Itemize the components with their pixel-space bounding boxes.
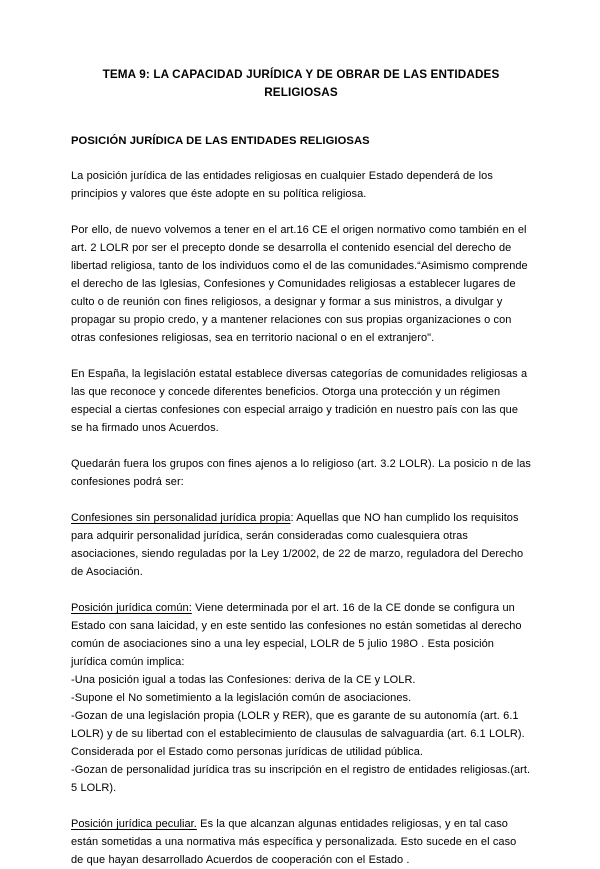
paragraph-4: Quedarán fuera los grupos con fines ajenos a lo religioso (art. 3.2 LOLR). La posicio n de las confesiones podrá ser: <box>71 458 531 488</box>
paragraph-2: Por ello, de nuevo volvemos a tener en el art.16 CE el origen normativo como también en el art. 2 LOLR por ser el precepto donde se desarrolla el contenido esencial del derecho de libertad religiosa, tanto de los individuos como el de las comunidades.“Asimismo comprende el derecho de las Iglesias, Confesiones y Comunidades religiosas a establecer lugares de culto o de reunión con fines religiosos, a designar y formar a sus ministros, a divulgar y propagar su propio credo, y a mantener relaciones con sus propias organizaciones o con otras confesiones religiosas, sea en territorio nacional o en el extranjero". <box>71 224 528 344</box>
paragraph-posicion-juridica-peculiar <box>71 815 531 869</box>
lead-label-posicion-juridica-peculiar: Posición jurídica peculiar. <box>71 818 197 830</box>
lead-label-confesiones-sin-personalidad: Confesiones sin personalidad jurídica propia <box>71 512 291 524</box>
bullet-item: -Gozan de personalidad jurídica tras su inscripción en el registro de entidades religiosas.(art. 5 LOLR). <box>71 764 531 794</box>
document-title: TEMA 9: LA CAPACIDAD JURÍDICA Y DE OBRAR DE LAS ENTIDADES RELIGIOSAS <box>102 68 500 99</box>
paragraph-confesiones-sin-personalidad <box>71 509 531 581</box>
bullet-item: -Una posición igual a todas las Confesiones: deriva de la CE y LOLR. <box>71 674 416 686</box>
section-heading: POSICIÓN JURÍDICA DE LAS ENTIDADES RELIGIOSAS <box>71 135 370 147</box>
bullet-item: -Supone el No sometimiento a la legislación común de asociaciones. <box>71 692 412 704</box>
paragraph-body: Viene determinada por el art. 16 de la CE donde se configura un Estado con sana laicidad, y en este sentido las confesiones no están sometidas al derecho común de asociaciones sino a una ley especial, LOLR de 5 julio 198O . Esta posición jurídica común implica: <box>71 602 522 668</box>
paragraph-3: En España, la legislación estatal establece diversas categorías de comunidades religiosas a las que reconoce y concede diferentes beneficios. Otorga una protección y un régimen especial a ciertas confesiones con especial arraigo y tradición en nuestro país con las que se ha firmado unos Acuerdos. <box>71 368 528 434</box>
paragraph-posicion-juridica-comun <box>71 599 531 797</box>
bullet-item: -Gozan de una legislación propia (LOLR y RER), que es garante de su autonomía (art. 6.1 LOLR) y de su libertad con el establecimiento de clausulas de salvaguardia (art. 6.1 LOLR). Considerada por el Estado como personas jurídicas de utilidad pública. <box>71 710 525 758</box>
paragraph-body: : Aquellas que NO han cumplido los requisitos para adquirir personalidad jurídica, serán consideradas como cualesquiera otras asociaciones, siendo reguladas por la Ley 1/2002, de 22 de marzo, reguladora del Derecho de Asociación. <box>71 512 524 578</box>
paragraph-1: La posición jurídica de las entidades religiosas en cualquier Estado dependerá de los principios y valores que éste adopte en su política religiosa. <box>71 170 493 200</box>
paragraph-body: Es la que alcanzan algunas entidades religiosas, y en tal caso están sometidas a una normativa más específica y personalizada. Esto sucede en el caso de que hayan desarrollado Acuerdos de cooperación con el Estado . <box>71 818 517 866</box>
lead-label-posicion-juridica-comun: Posición jurídica común: <box>71 602 192 614</box>
